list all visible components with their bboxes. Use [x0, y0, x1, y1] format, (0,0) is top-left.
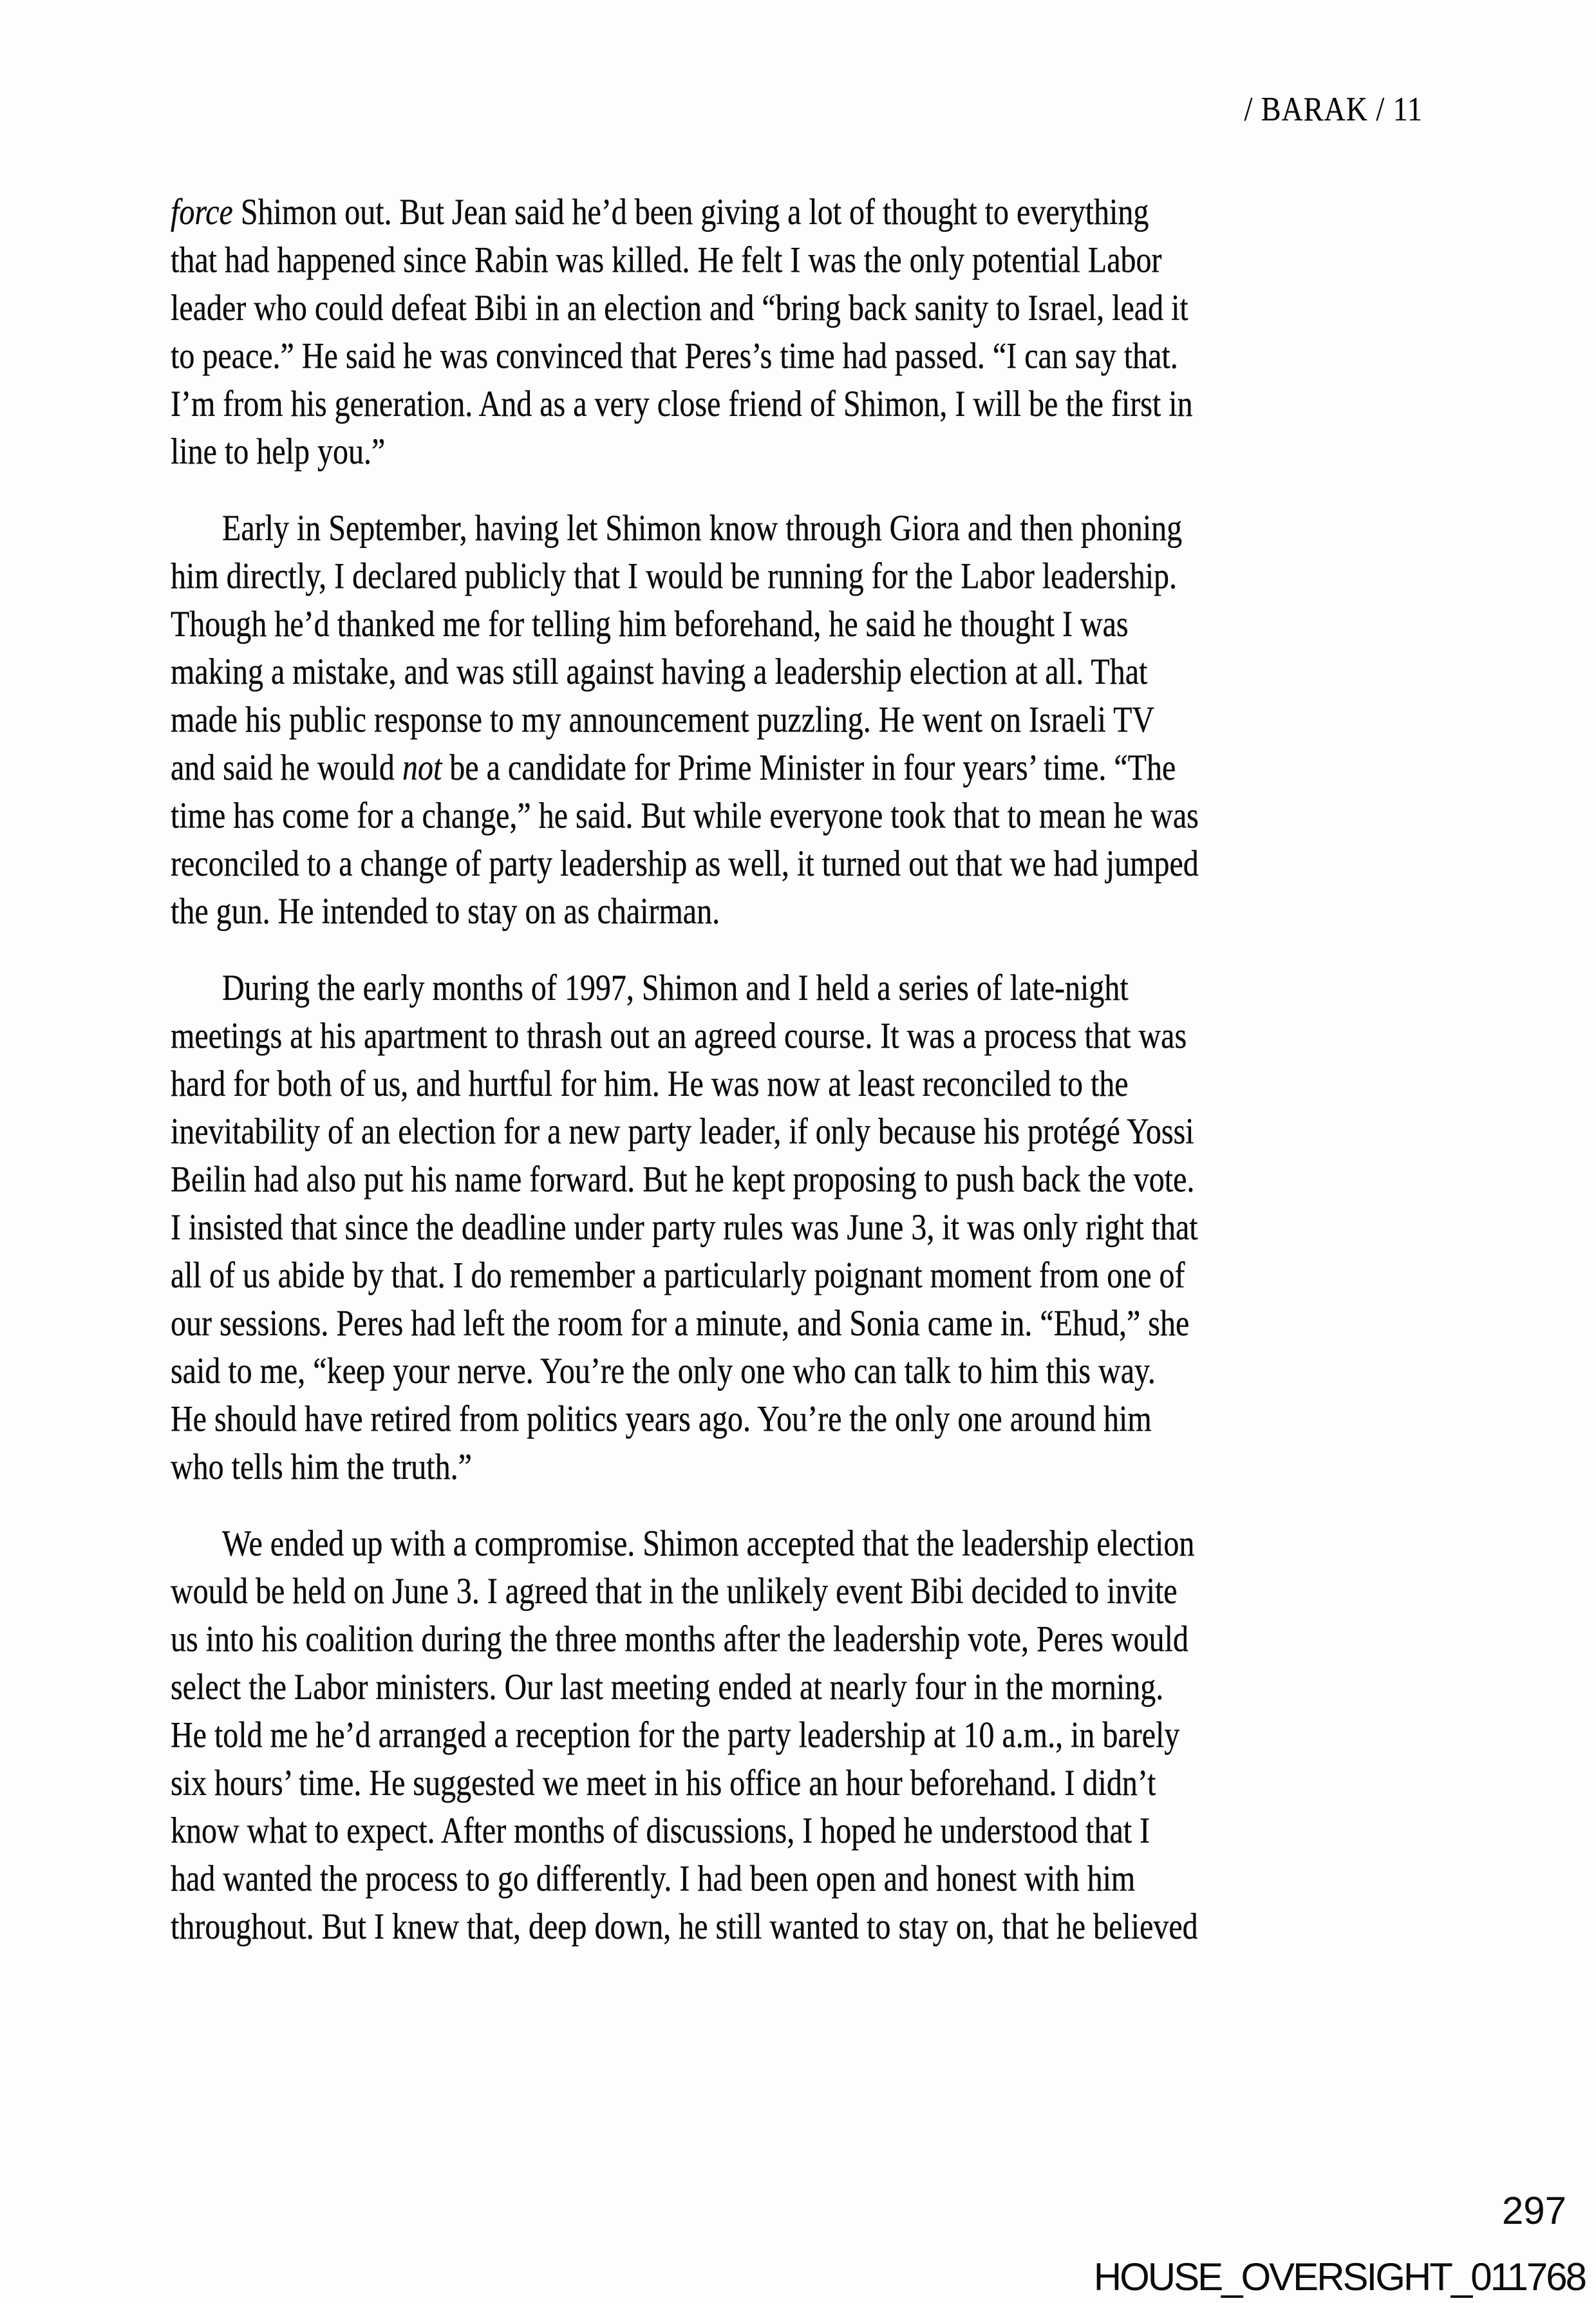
text-line: [171, 332, 1452, 380]
plain-text: know what to expect. After months of discussions, I hoped he understood that I: [171, 1810, 1150, 1852]
text-line: [171, 1012, 1452, 1060]
text-line: [171, 1903, 1452, 1951]
plain-text: I insisted that since the deadline under party rules was June 3, it was only right that: [171, 1207, 1198, 1248]
plain-text: the gun. He intended to stay on as chairman.: [171, 890, 720, 932]
plain-text: leader who could defeat Bibi in an election and “bring back sanity to Israel, lead it: [171, 287, 1188, 329]
text-line: [171, 236, 1452, 284]
text-line: [171, 648, 1452, 696]
plain-text: made his public response to my announcement puzzling. He went on Israeli TV: [171, 699, 1155, 740]
text-line: [171, 792, 1452, 840]
plain-text: our sessions. Peres had left the room for a minute, and Sonia came in. “Ehud,” she: [171, 1302, 1190, 1344]
text-line: [171, 696, 1452, 744]
text-line: [171, 1204, 1452, 1252]
text-line: [171, 888, 1452, 935]
text-line: [171, 381, 1452, 428]
text-line: [171, 505, 1452, 552]
plain-text: that had happened since Rabin was killed. He felt I was the only potential Labor: [171, 240, 1162, 281]
plain-text: hard for both of us, and hurtful for him. He was now at least reconciled to the: [171, 1063, 1129, 1104]
plain-text: to peace.” He said he was convinced that Peres’s time had passed. “I can say that.: [171, 335, 1178, 377]
text-line: [171, 1760, 1452, 1807]
text-line: [171, 1300, 1452, 1348]
text-line: [171, 744, 1452, 792]
text-line: [171, 1520, 1452, 1568]
text-line: [171, 840, 1452, 888]
text-line: [171, 964, 1452, 1012]
plain-text: line to help you.”: [171, 431, 386, 473]
italic-text: force: [171, 191, 233, 233]
plain-text: would be held on June 3. I agreed that in the unlikely event Bibi decided to invite: [171, 1570, 1178, 1612]
plain-text: select the Labor ministers. Our last meeting ended at nearly four in the morning.: [171, 1666, 1164, 1708]
text-line: [171, 1443, 1452, 1491]
plain-text: making a mistake, and was still against having a leadership election at all. That: [171, 651, 1148, 693]
plain-text: throughout. But I knew that, deep down, he still wanted to stay on, that he believed: [171, 1906, 1198, 1948]
plain-text: six hours’ time. He suggested we meet in his office an hour beforehand. I didn’t: [171, 1762, 1156, 1803]
plain-text: He should have retired from politics years ago. You’re the only one around him: [171, 1398, 1152, 1440]
text-line: [171, 1568, 1452, 1615]
bates-stamp: HOUSE_OVERSIGHT_011768: [1093, 2255, 1585, 2298]
plain-text: and said he would: [171, 747, 402, 789]
plain-text: us into his coalition during the three months after the leadership vote, Peres would: [171, 1619, 1188, 1660]
plain-text: meetings at his apartment to thrash out an agreed course. It was a process that was: [171, 1015, 1187, 1057]
plain-text: said to me, “keep your nerve. You’re the only one who can talk to him this way.: [171, 1350, 1156, 1392]
plain-text: We ended up with a compromise. Shimon accepted that the leadership election: [222, 1523, 1195, 1564]
text-line: [171, 428, 1452, 476]
text-line: [171, 1711, 1452, 1759]
plain-text: all of us abide by that. I do remember a particularly poignant moment from one of: [171, 1255, 1185, 1296]
text-line: [171, 285, 1452, 332]
italic-text: not: [402, 747, 442, 789]
plain-text: had wanted the process to go differently. I had been open and honest with him: [171, 1858, 1136, 1899]
plain-text: Shimon out. But Jean said he’d been giving a lot of thought to everything: [232, 191, 1149, 233]
text-line: [171, 1060, 1452, 1108]
page-number: 297: [1501, 2189, 1566, 2232]
plain-text: be a candidate for Prime Minister in four years’ time. “The: [442, 747, 1176, 789]
plain-text: Beilin had also put his name forward. But he kept proposing to push back the vote.: [171, 1159, 1195, 1200]
plain-text: During the early months of 1997, Shimon and I held a series of late-night: [222, 967, 1129, 1009]
text-line: [171, 1615, 1452, 1663]
plain-text: Early in September, having let Shimon know through Giora and then phoning: [222, 507, 1183, 549]
plain-text: who tells him the truth.”: [171, 1446, 472, 1488]
plain-text: He told me he’d arranged a reception for the party leadership at 10 a.m., in barely: [171, 1715, 1180, 1756]
plain-text: reconciled to a change of party leadership as well, it turned out that we had jumped: [171, 843, 1199, 884]
text-line: [171, 1108, 1452, 1156]
text-line: [171, 1156, 1452, 1203]
text-line: [171, 1807, 1452, 1855]
text-line: [171, 552, 1452, 600]
body-text: [171, 189, 1452, 1951]
text-line: [171, 1395, 1452, 1443]
text-line: [171, 1348, 1452, 1395]
plain-text: Though he’d thanked me for telling him beforehand, he said he thought I was: [171, 603, 1129, 644]
plain-text: time has come for a change,” he said. But while everyone took that to mean he was: [171, 795, 1199, 836]
running-header: / BARAK / 11: [1244, 90, 1423, 128]
text-line: [171, 601, 1452, 648]
plain-text: I’m from his generation. And as a very close friend of Shimon, I will be the first in: [171, 383, 1193, 424]
text-line: [171, 1664, 1452, 1711]
text-line: [171, 1252, 1452, 1299]
text-line: [171, 189, 1452, 236]
plain-text: him directly, I declared publicly that I would be running for the Labor leadership.: [171, 556, 1178, 597]
paragraph: [171, 1520, 1452, 1951]
paragraph: [171, 964, 1452, 1491]
text-line: [171, 1855, 1452, 1903]
paragraph: [171, 189, 1452, 476]
paragraph: [171, 505, 1452, 936]
plain-text: inevitability of an election for a new party leader, if only because his protégé Yossi: [171, 1111, 1194, 1152]
